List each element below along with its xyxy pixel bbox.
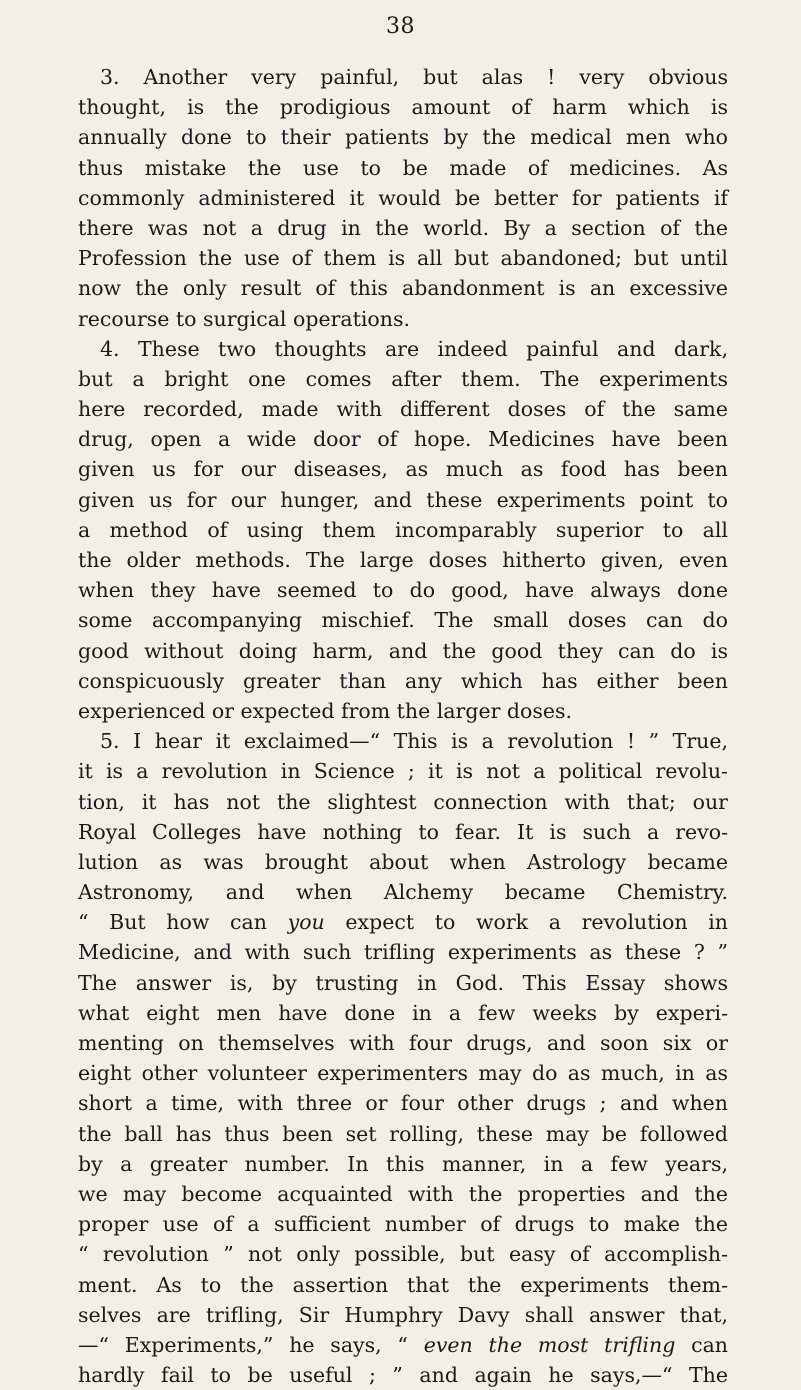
text-line: annually done to their patients by the medical men who — [78, 125, 728, 150]
text-line: eight other volunteer experimenters may do as much, in as — [78, 1061, 728, 1086]
text-line: Royal Colleges have nothing to fear. It is such a revo- — [78, 819, 728, 844]
text-line: what eight men have done in a few weeks by experi- — [78, 1000, 728, 1025]
text-line: by a greater number. In this manner, in a few years, — [78, 1151, 728, 1176]
text-line: hardly fail to be useful ; ” and again he says,—“ The — [78, 1363, 728, 1388]
paragraph-5 — [78, 726, 728, 1390]
text-line: a method of using them incomparably superior to all — [78, 517, 728, 542]
text-line: but a bright one comes after them. The experiments — [78, 366, 728, 391]
text-line: conspicuously greater than any which has either been — [78, 668, 728, 693]
text-line: given us for our diseases, as much as food has been — [78, 457, 728, 482]
page-number: 38 — [386, 14, 415, 39]
text-line: short a time, with three or four other drugs ; and when — [78, 1091, 728, 1116]
text-line: thus mistake the use to be made of medicines. As — [78, 155, 728, 180]
text-line: drug, open a wide door of hope. Medicines have been — [78, 427, 728, 452]
text-line: “ revolution ” not only possible, but easy of accomplish- — [78, 1242, 728, 1267]
text-line: now the only result of this abandonment is an excessive — [78, 276, 728, 301]
text-line: when they have seemed to do good, have always done — [78, 578, 728, 603]
text-line: experienced or expected from the larger doses. — [78, 698, 573, 723]
text-line: tion, it has not the slightest connection with that; our — [78, 789, 728, 814]
text-line: 5. I hear it exclaimed—“ This is a revolution ! ” True, — [100, 729, 728, 754]
text-line: selves are trifling, Sir Humphry Davy shall answer that, — [78, 1302, 728, 1327]
text-line: —“ Experiments,” he says, “ even the most trifling can — [78, 1332, 728, 1357]
text-line: the ball has thus been set rolling, these may be followed — [78, 1121, 728, 1146]
text-line: good without doing harm, and the good they can do is — [78, 638, 728, 663]
text-line: some accompanying mischief. The small doses can do — [78, 608, 728, 633]
text-line: “ But how can you expect to work a revolution in — [78, 910, 728, 935]
text-line: given us for our hunger, and these experiments point to — [78, 487, 728, 512]
text-line: The answer is, by trusting in God. This Essay shows — [78, 970, 728, 995]
text-line: we may become acquainted with the properties and the — [78, 1181, 728, 1206]
text-line: proper use of a sufficient number of drugs to make the — [78, 1212, 728, 1237]
text-line: here recorded, made with different doses of the same — [78, 397, 728, 422]
text-line: thought, is the prodigious amount of harm which is — [78, 95, 728, 120]
text-line: menting on themselves with four drugs, and soon six or — [78, 1031, 728, 1055]
paragraph-3 — [78, 62, 728, 334]
text-line: there was not a drug in the world. By a section of the — [78, 215, 728, 240]
text-line: Medicine, and with such trifling experiments as these ? ” — [78, 940, 728, 965]
text-line: commonly administered it would be better for patients if — [78, 185, 728, 210]
text-line: lution as was brought about when Astrology became — [78, 849, 728, 874]
text-line: it is a revolution in Science ; it is not a political revolu- — [78, 759, 728, 784]
body-text — [78, 62, 728, 1390]
text-line: 3. Another very painful, but alas ! very obvious — [100, 65, 728, 89]
text-line: Profession the use of them is all but abandoned; but until — [78, 246, 728, 271]
text-line: ment. As to the assertion that the experiments them- — [78, 1272, 728, 1297]
paragraph-4 — [78, 334, 728, 726]
text-line: 4. These two thoughts are indeed painful and dark, — [100, 336, 728, 361]
text-line: Astronomy, and when Alchemy became Chemistry. — [78, 880, 728, 905]
text-line: recourse to surgical operations. — [78, 306, 410, 331]
text-line: the older methods. The large doses hitherto given, even — [78, 548, 728, 572]
